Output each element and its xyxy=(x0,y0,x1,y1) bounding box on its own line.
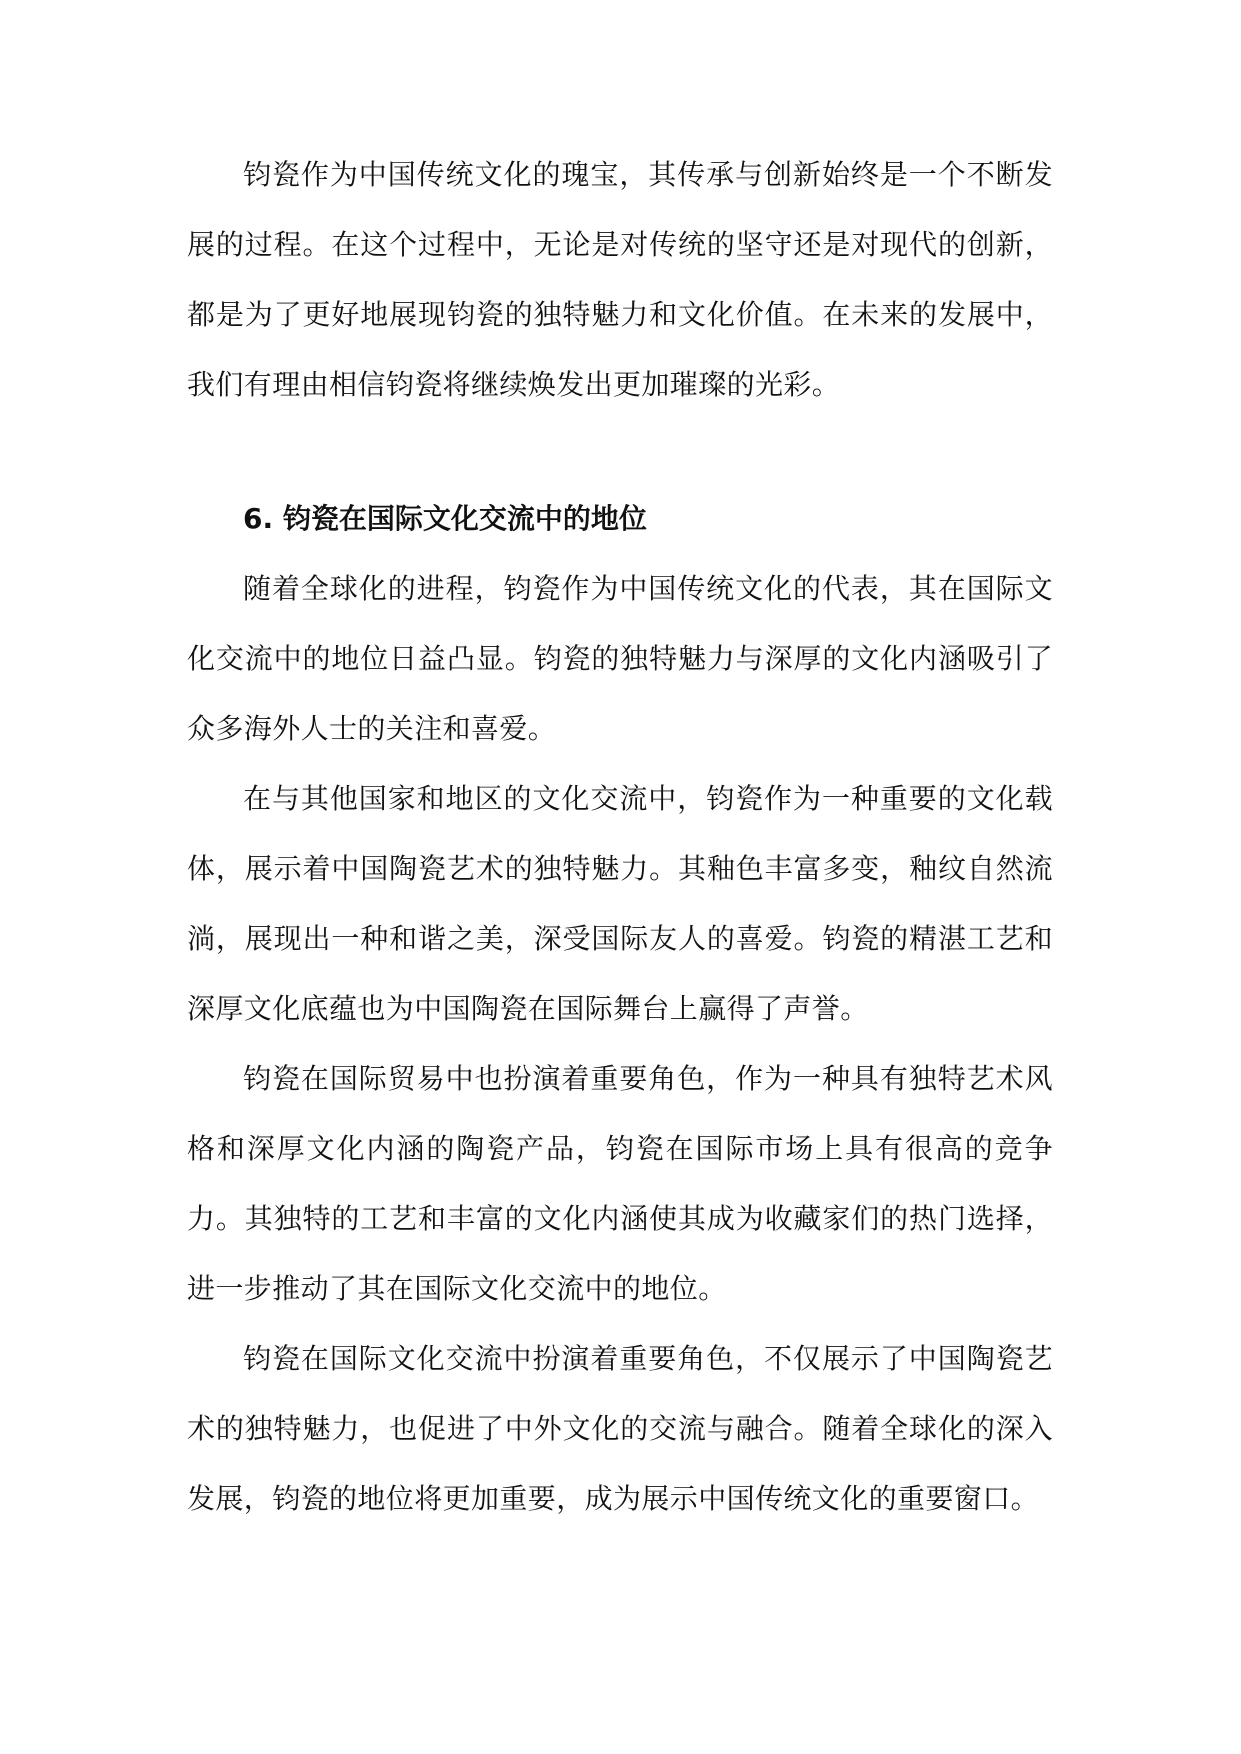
document-body xyxy=(187,140,1053,1534)
paragraph: 钧瓷在国际贸易中也扮演着重要角色，作为一种具有独特艺术风格和深厚文化内涵的陶瓷产品，钧瓷在国际市场上具有很高的竞争力。其独特的工艺和丰富的文化内涵使其成为收藏家们的热门选择，进一步推动了其在国际文化交流中的地位。 xyxy=(187,1062,1053,1305)
paragraph: 钧瓷在国际文化交流中扮演着重要角色，不仅展示了中国陶瓷艺术的独特魅力，也促进了中外文化的交流与融合。随着全球化的深入发展，钧瓷的地位将更加重要，成为展示中国传统文化的重要窗口。 xyxy=(187,1342,1053,1515)
paragraph: 随着全球化的进程，钧瓷作为中国传统文化的代表，其在国际文化交流中的地位日益凸显。钧瓷的独特魅力与深厚的文化内涵吸引了众多海外人士的关注和喜爱。 xyxy=(187,572,1053,745)
section-heading: 6. 钧瓷在国际文化交流中的地位 xyxy=(243,502,647,535)
paragraph: 钧瓷作为中国传统文化的瑰宝，其传承与创新始终是一个不断发展的过程。在这个过程中，无论是对传统的坚守还是对现代的创新，都是为了更好地展现钧瓷的独特魅力和文化价值。在未来的发展中，我们有理由相信钧瓷将继续焕发出更加璀璨的光彩。 xyxy=(187,158,1053,401)
paragraph: 在与其他国家和地区的文化交流中，钧瓷作为一种重要的文化载体，展示着中国陶瓷艺术的独特魅力。其釉色丰富多变，釉纹自然流淌，展现出一种和谐之美，深受国际友人的喜爱。钧瓷的精湛工艺和深厚文化底蕴也为中国陶瓷在国际舞台上赢得了声誉。 xyxy=(187,782,1053,1025)
